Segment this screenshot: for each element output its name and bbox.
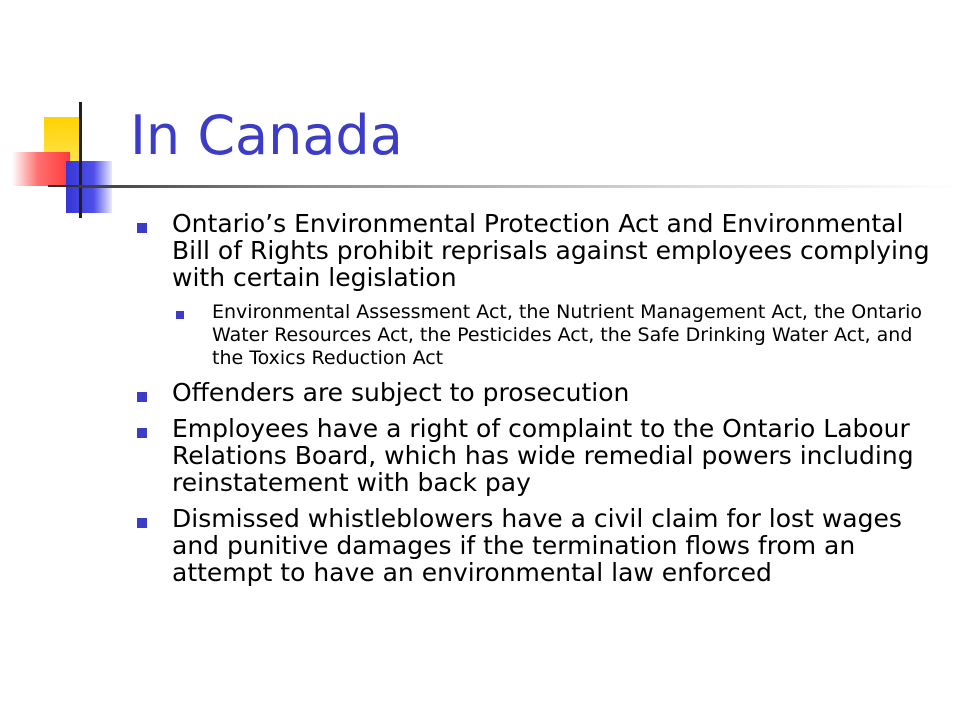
title-underline-rule <box>78 185 960 188</box>
slide-content <box>134 210 934 595</box>
decorative-red-square <box>12 152 70 186</box>
slide-title: In Canada <box>130 104 403 167</box>
square-bullet-icon <box>137 518 147 528</box>
bullet-list <box>134 210 934 586</box>
square-bullet-icon <box>137 392 147 402</box>
sub-bullet-item <box>172 301 934 370</box>
bullet-text: Employees have a right of complaint to the Ontario Labour Relations Board, which has wide remedial powers including reinstatement with back pay <box>172 414 914 497</box>
bullet-text: Dismissed whistleblowers have a civil claim for lost wages and punitive damages if the termination flows from an attempt to have an environmental law enforced <box>172 504 902 587</box>
bullet-item <box>134 210 934 370</box>
bullet-item <box>134 415 934 496</box>
square-bullet-icon <box>137 428 147 438</box>
square-bullet-icon <box>137 223 147 233</box>
bullet-text: Offenders are subject to prosecution <box>172 378 630 407</box>
square-bullet-icon <box>176 311 184 319</box>
bullet-item <box>134 379 934 406</box>
bullet-item <box>134 505 934 586</box>
decorative-vertical-line <box>79 102 82 218</box>
sub-bullet-text: Environmental Assessment Act, the Nutrient Management Act, the Ontario Water Resources Act, the Pesticides Act, the Safe Drinking Water Act, and the Toxics Reduction Act <box>212 301 923 369</box>
bullet-text: Ontario’s Environmental Protection Act and Environmental Bill of Rights prohibit reprisals against employees complying with certain legislation <box>172 209 930 292</box>
sub-bullet-list <box>172 301 934 370</box>
